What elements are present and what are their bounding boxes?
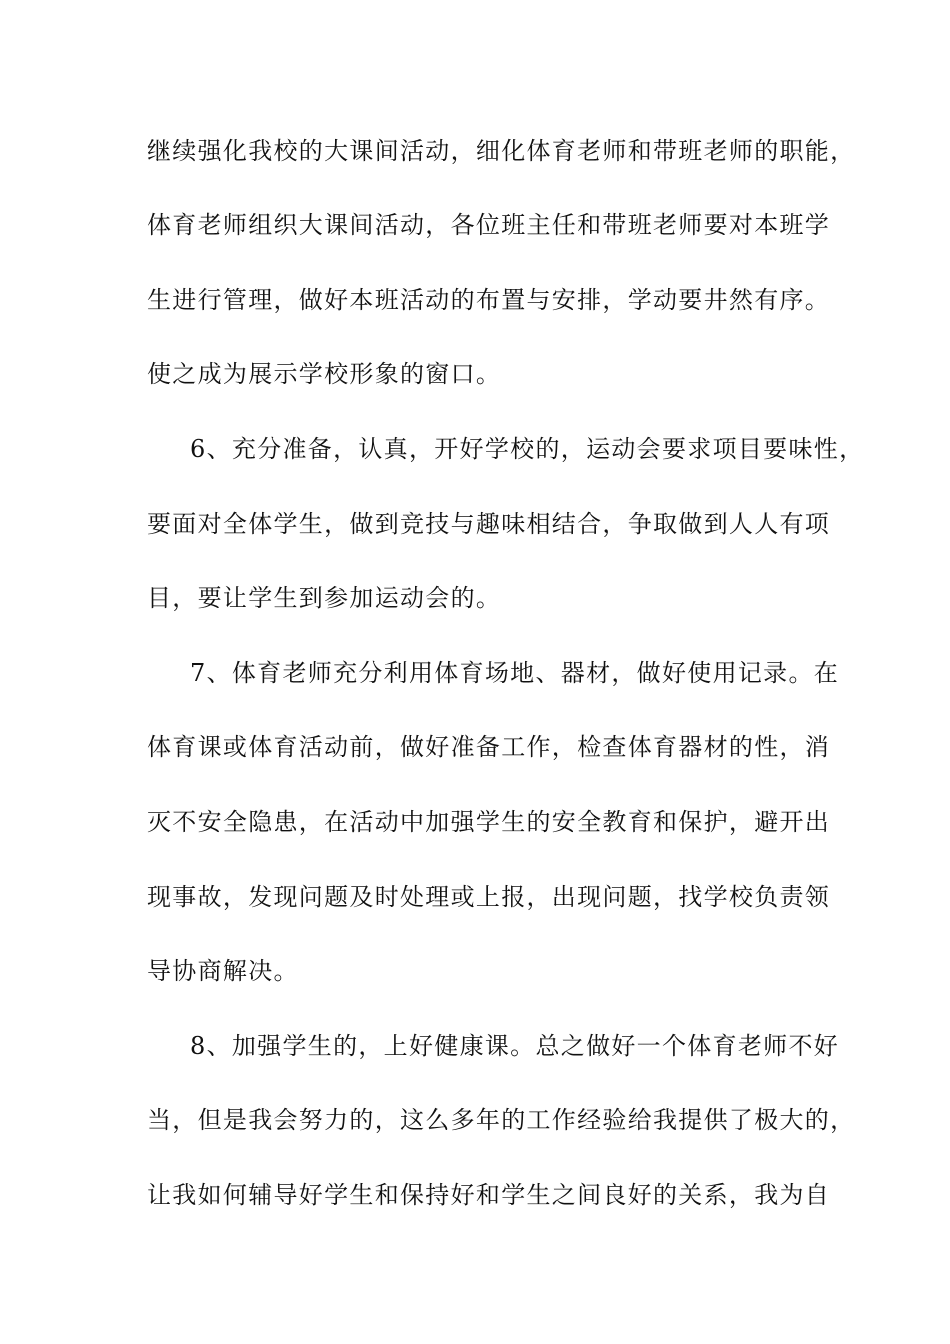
text-line: 继续强化我校的大课间活动，细化体育老师和带班老师的职能，: [147, 137, 856, 165]
text-line: 让我如何辅导好学生和保持好和学生之间良好的关系，我为自: [147, 1181, 831, 1209]
text-line: 目，要让学生到参加运动会的。: [147, 584, 502, 612]
text-line: 6、充分准备，认真，开好学校的，运动会要求项目要味性，: [190, 435, 865, 463]
text-line: 现事故，发现问题及时处理或上报，出现问题，找学校负责领: [147, 883, 831, 911]
text-line: 生进行管理，做好本班活动的布置与安排，学动要井然有序。: [147, 286, 831, 314]
text-line: 灭不安全隐患，在活动中加强学生的安全教育和保护，避开出: [147, 808, 831, 836]
text-line: 导协商解决。: [147, 957, 299, 985]
text-line: 使之成为展示学校形象的窗口。: [147, 360, 502, 388]
text-line: 8、加强学生的，上好健康课。总之做好一个体育老师不好: [190, 1032, 840, 1060]
text-line: 7、体育老师充分利用体育场地、器材，做好使用记录。在: [190, 659, 840, 687]
text-line: 体育课或体育活动前，做好准备工作，检查体育器材的性，消: [147, 733, 831, 761]
text-line: 体育老师组织大课间活动，各位班主任和带班老师要对本班学: [147, 211, 831, 239]
text-line: 要面对全体学生，做到竞技与趣味相结合，争取做到人人有项: [147, 510, 831, 538]
text-line: 当，但是我会努力的，这么多年的工作经验给我提供了极大的，: [147, 1106, 856, 1134]
